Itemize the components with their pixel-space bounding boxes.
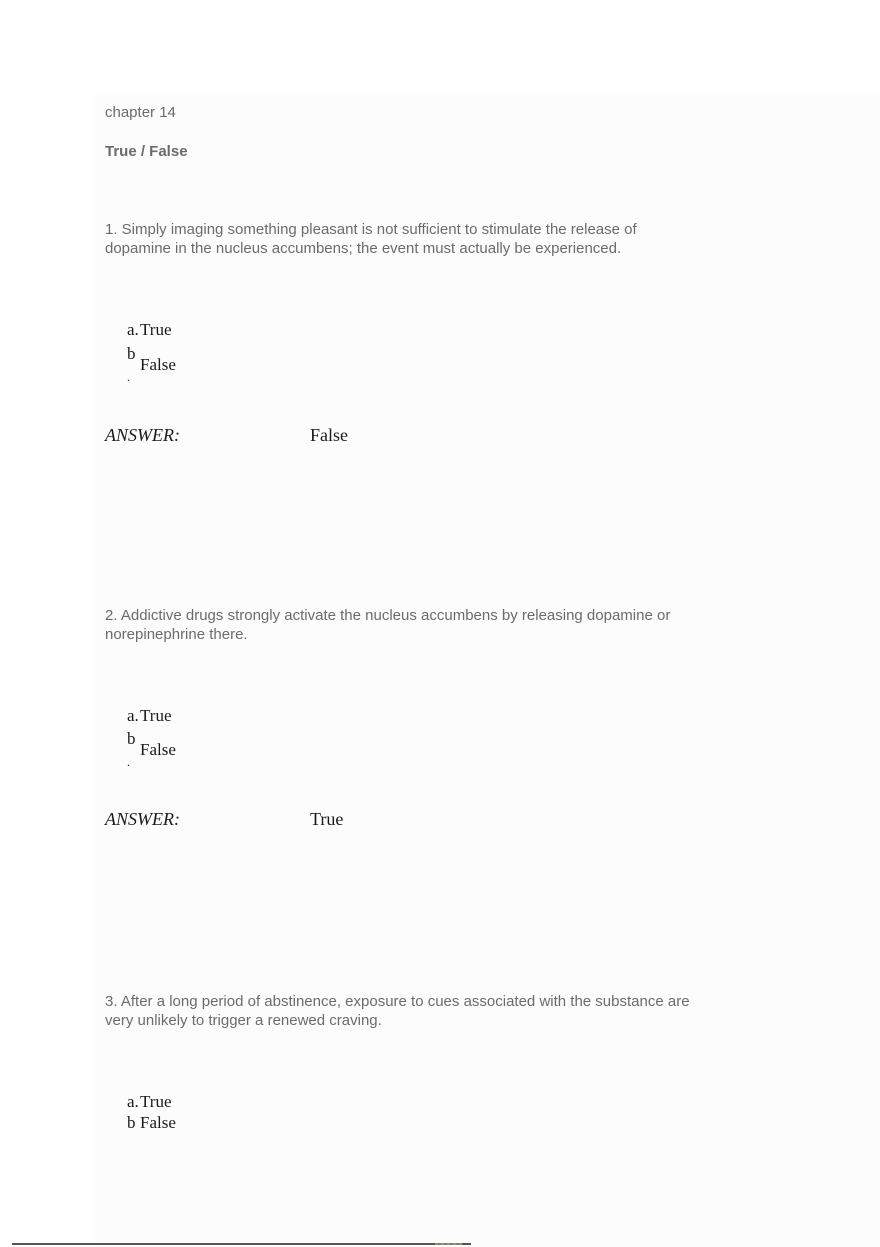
question-3-text: 3. After a long period of abstinence, exposure to cues associated with the substance are very unlikely to trigger a renewed craving. bbox=[105, 993, 690, 1029]
option-b bbox=[127, 729, 176, 769]
footer-divider bbox=[12, 1243, 471, 1245]
footer-divider-accent bbox=[435, 1243, 462, 1245]
question-1-text: 1. Simply imaging something pleasant is not sufficient to stimulate the release of dopamine in the nucleus accumbens; the event must actually be experienced. bbox=[105, 221, 637, 257]
chapter-title: chapter 14 bbox=[105, 104, 176, 121]
answer-value: True bbox=[310, 809, 344, 829]
section-heading: True / False bbox=[105, 143, 188, 160]
option-label: True bbox=[140, 706, 172, 725]
option-a bbox=[127, 320, 176, 340]
question-1-options bbox=[127, 320, 176, 384]
option-b bbox=[127, 1113, 176, 1133]
option-label: False bbox=[140, 740, 176, 759]
option-label: True bbox=[140, 320, 172, 339]
option-a bbox=[127, 1092, 176, 1112]
option-label: True bbox=[140, 1092, 172, 1111]
option-label: False bbox=[140, 355, 176, 374]
answer-label: ANSWER: bbox=[105, 809, 180, 829]
option-letter: a. bbox=[127, 1092, 139, 1111]
option-b bbox=[127, 344, 176, 384]
question-2-text: 2. Addictive drugs strongly activate the nucleus accumbens by releasing dopamine or norepinephrine there. bbox=[105, 607, 671, 643]
answer-value: False bbox=[310, 425, 348, 445]
option-letter: b bbox=[127, 344, 136, 363]
option-letter: a. bbox=[127, 706, 139, 725]
option-a bbox=[127, 706, 176, 726]
option-letter: a. bbox=[127, 320, 139, 339]
option-letter: b bbox=[127, 1113, 136, 1132]
question-2-options bbox=[127, 706, 176, 769]
answer-label: ANSWER: bbox=[105, 425, 180, 445]
option-letter-dot: . bbox=[127, 755, 130, 769]
option-letter: b bbox=[127, 729, 136, 748]
option-letter-dot: . bbox=[127, 370, 130, 384]
page-background bbox=[95, 95, 880, 1247]
question-3-options bbox=[127, 1092, 176, 1133]
option-label: False bbox=[140, 1113, 176, 1132]
